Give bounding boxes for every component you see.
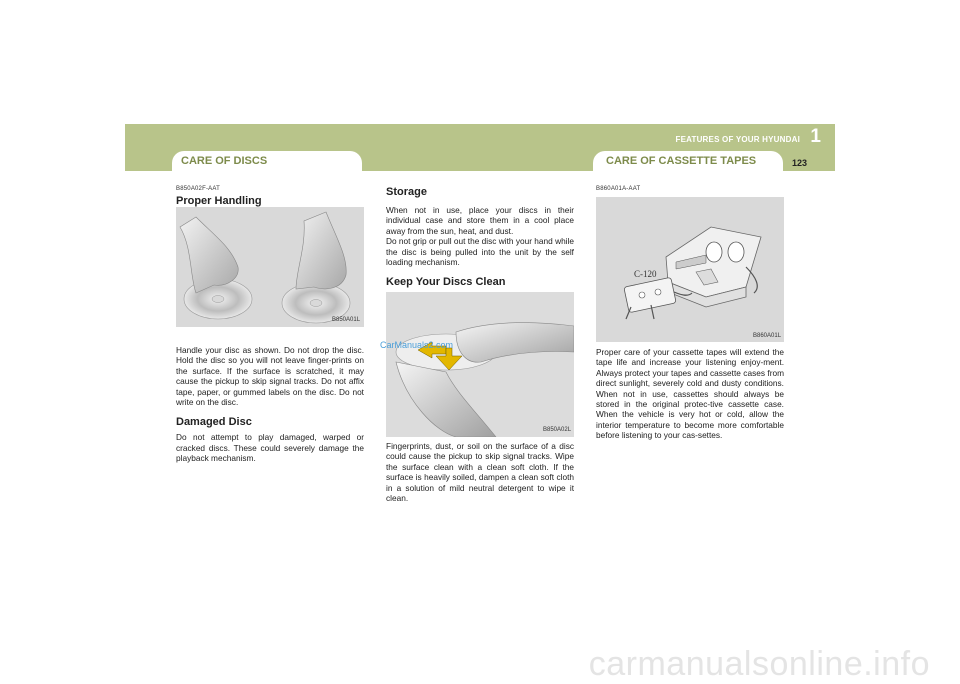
paragraph-storage-1: When not in use, place your discs in their individual case and store them in a cool place away from the sun, heat, and dust. — [386, 205, 574, 236]
overlay-watermark: CarManuals2.com — [380, 340, 454, 350]
chapter-number: 1 — [810, 126, 821, 147]
paragraph-proper-handling: Handle your disc as shown. Do not drop the disc. Hold the disc so you will not leave finger-prints on the surface. If the surface is scratched, it may cause the pickup to skip signal tracks. Do not affix tape, paper, or gummed labels on the disc. Do not write on the disc. — [176, 345, 364, 408]
right-column — [596, 186, 784, 192]
figure-code-right: B860A01L — [753, 333, 782, 339]
heading-proper-handling: Proper Handling — [176, 195, 262, 207]
left-body — [176, 345, 364, 464]
cassette-illustration — [596, 197, 784, 342]
page-number: 123 — [792, 158, 808, 168]
heading-damaged-disc: Damaged Disc — [176, 416, 252, 429]
section-title-discs: CARE OF DISCS — [181, 155, 268, 167]
ref-code-cassette: B860A01A-AAT — [596, 186, 641, 192]
disc-cleaning-image — [386, 292, 574, 437]
section-tab-discs — [172, 151, 362, 171]
disc-handling-illustration — [176, 207, 364, 327]
cassette-label: C-120 — [634, 269, 657, 279]
disc-handling-image — [176, 207, 364, 327]
section-title-cassette: CARE OF CASSETTE TAPES — [606, 155, 757, 167]
paragraph-damaged-disc: Do not attempt to play damaged, warped or cracked discs. These could severely damage the playback mechanism. — [176, 432, 364, 464]
figure-code-left: B850A01L — [332, 317, 361, 323]
right-body — [596, 347, 784, 441]
paragraph-storage-2: Do not grip or pull out the disc with your hand while the disc is being pulled into the unit by the self loading mechanism. — [386, 236, 574, 268]
cassette-image — [596, 197, 784, 342]
section-tab-cassette — [593, 151, 783, 171]
watermark-text: carmanualsonline.info — [588, 645, 930, 683]
chapter-title: FEATURES OF YOUR HYUNDAI — [675, 135, 800, 144]
disc-cleaning-illustration — [386, 292, 574, 437]
middle-column — [386, 186, 574, 288]
figure-code-middle: B850A02L — [543, 427, 572, 433]
paragraph-keep-clean: Fingerprints, dust, or soil on the surface of a disc could cause the pickup to skip signal tracks. Wipe the surface clean with a clean soft cloth. If the surface is heavily soiled, dampen a clean soft cloth in a solution of mild neutral detergent to wipe it clean. — [386, 441, 574, 504]
ref-code: B850A02F-AAT — [176, 186, 220, 192]
footer-watermark — [0, 640, 960, 683]
middle-body — [386, 441, 574, 503]
heading-keep-clean: Keep Your Discs Clean — [386, 276, 506, 289]
left-column — [176, 186, 364, 207]
paragraph-cassette-care: Proper care of your cassette tapes will extend the tape life and increase your listening enjoy-ment. Always protect your tapes and cassette cases from direct sunlight, severely cold and dusty conditions. When not in use, cassettes should always be stored in the original protec-tive cassette case. When the vehicle is very hot or cold, allow the interior temperature to become more comfortable before listening to your cas-settes. — [596, 347, 784, 441]
heading-storage: Storage — [386, 186, 427, 198]
